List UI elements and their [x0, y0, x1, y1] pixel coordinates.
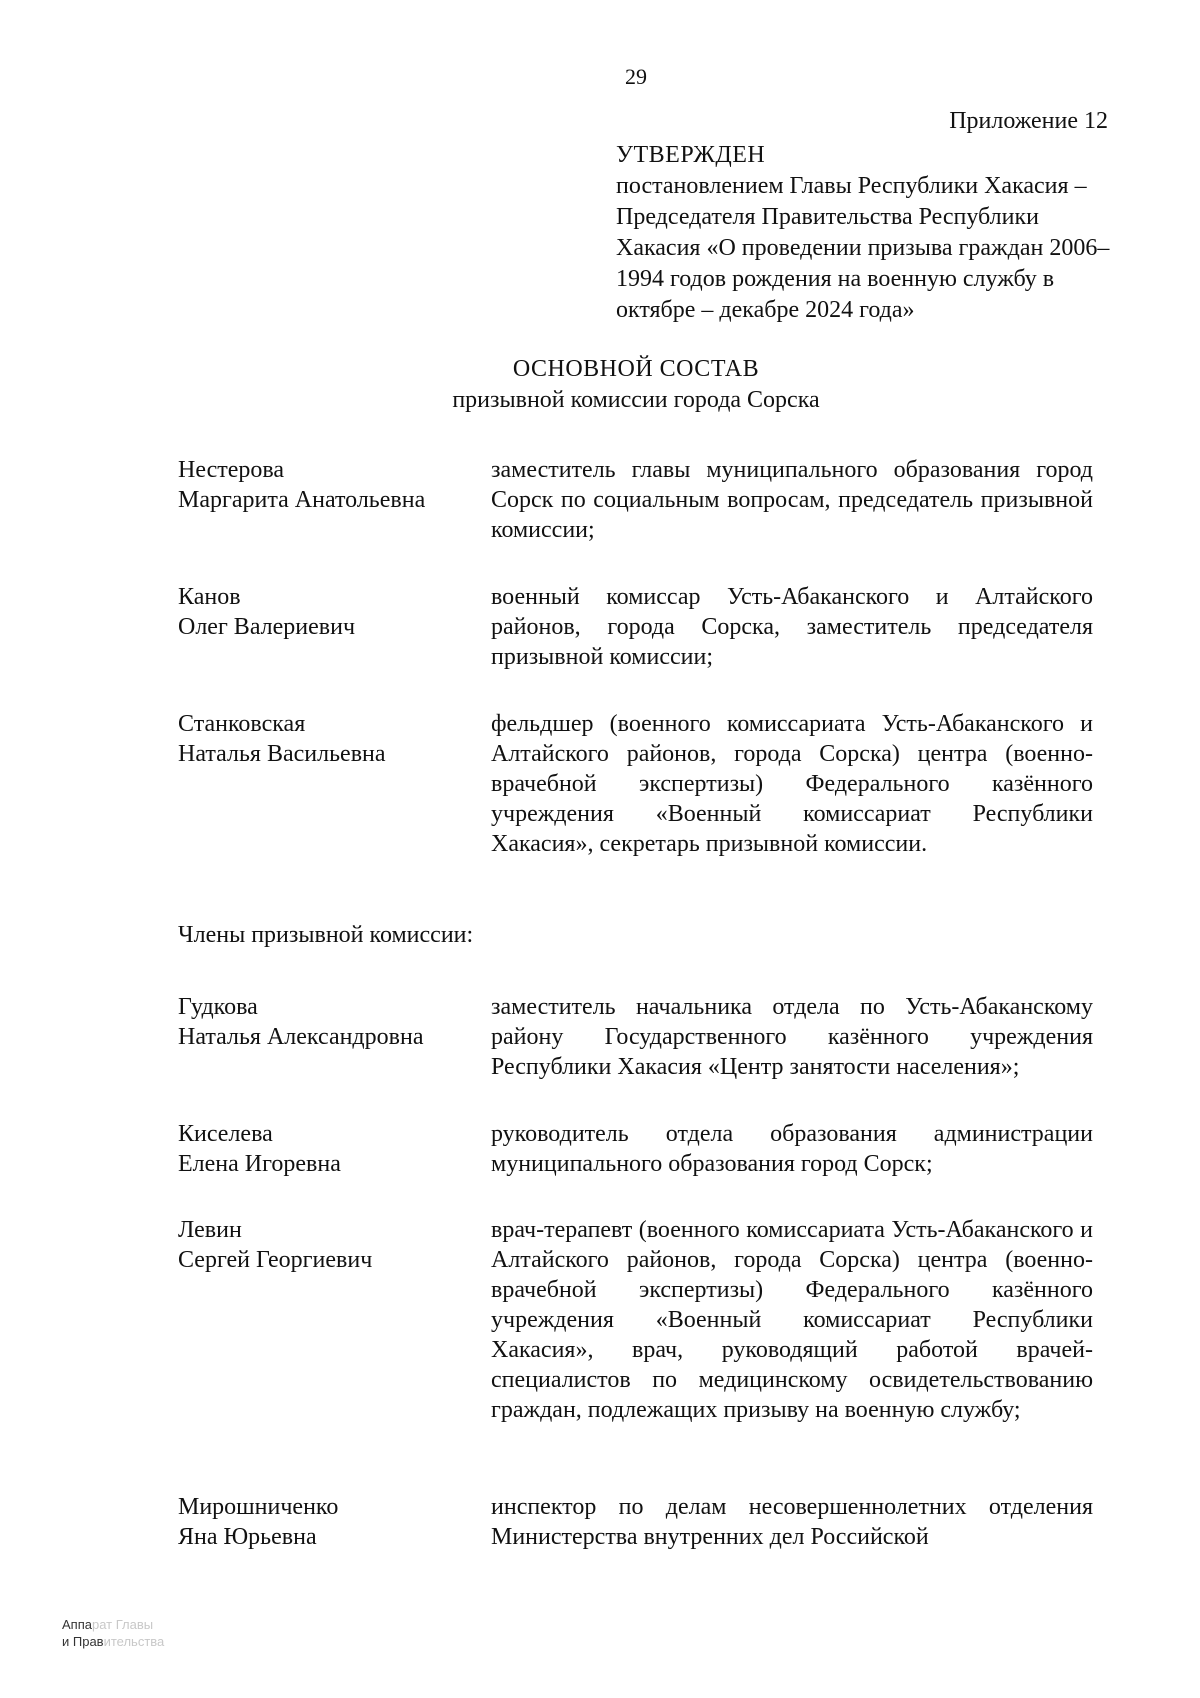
approved-heading: УТВЕРЖДЕН [616, 142, 766, 168]
stamp-text-faded: ительства [103, 1634, 165, 1649]
member-role: руководитель отдела образования администрации муниципального образования город Сорск; [491, 1121, 1093, 1177]
member-given-name: Сергей Георгиевич [178, 1247, 373, 1273]
registry-stamp [62, 1616, 164, 1650]
member-name [178, 992, 478, 1052]
member-name [178, 709, 478, 769]
stamp-text-faded: рат Главы [91, 1617, 154, 1632]
member-given-name: Наталья Александровна [178, 1024, 424, 1050]
member-role: инспектор по делам несовершеннолетних отделения Министерства внутренних дел Российской [491, 1494, 1093, 1550]
member-given-name: Олег Валериевич [178, 614, 356, 640]
member-given-name: Маргарита Анатольевна [178, 487, 426, 513]
stamp-text: Аппа [62, 1617, 92, 1632]
member-role: заместитель главы муниципального образования город Сорск по социальным вопросам, председатель призывной комиссии; [491, 457, 1093, 543]
members-section-label: Члены призывной комиссии: [178, 922, 474, 948]
member-name [178, 1119, 478, 1179]
member-name [178, 1492, 478, 1552]
member-surname: Нестерова [178, 457, 285, 483]
member-surname: Канов [178, 584, 241, 610]
stamp-text: и Прав [62, 1634, 104, 1649]
approval-block [616, 140, 1116, 326]
member-given-name: Яна Юрьевна [178, 1524, 317, 1550]
member-surname: Гудкова [178, 994, 258, 1020]
member-surname: Киселева [178, 1121, 273, 1147]
approval-text: постановлением Главы Республики Хакасия – Председателя Правительства Республики Хакасия «О проведении призыва граждан 2006–1994 годов рождения на военную службу в октябре – декабре 2024 года» [616, 173, 1110, 323]
appendix-label: Приложение 12 [949, 108, 1108, 134]
member-name [178, 582, 478, 642]
member-surname: Станковская [178, 711, 306, 737]
member-name [178, 1215, 478, 1275]
member-role: заместитель начальника отдела по Усть-Абаканскому району Государственного казённого учреждения Республики Хакасия «Центр занятости населения»; [491, 994, 1093, 1080]
member-surname: Мирошниченко [178, 1494, 339, 1520]
member-role: фельдшер (военного комиссариата Усть-Абаканского и Алтайского районов, города Сорска) центра (военно-врачебной экспертизы) Федерального казённого учреждения «Военный комиссариат Республики Хакасия», секретарь призывной комиссии. [491, 711, 1093, 857]
member-given-name: Елена Игоревна [178, 1151, 341, 1177]
member-name [178, 455, 478, 515]
member-role: военный комиссар Усть-Абаканского и Алтайского районов, города Сорска, заместитель председателя призывной комиссии; [491, 584, 1093, 670]
document-subtitle: призывной комиссии города Сорска [452, 387, 820, 413]
member-given-name: Наталья Васильевна [178, 741, 386, 767]
member-role: врач-терапевт (военного комиссариата Усть-Абаканского и Алтайского районов, города Сорска) центра (военно-врачебной экспертизы) Федерального казённого учреждения «Военный комиссариат Республики Хакасия», врач, руководящий работой врачей-специалистов по медицинскому освидетельствованию граждан, подлежащих призыву на военную службу; [491, 1217, 1093, 1423]
page-number: 29 [625, 64, 647, 89]
member-surname: Левин [178, 1217, 242, 1243]
document-title: ОСНОВНОЙ СОСТАВ [512, 356, 760, 382]
